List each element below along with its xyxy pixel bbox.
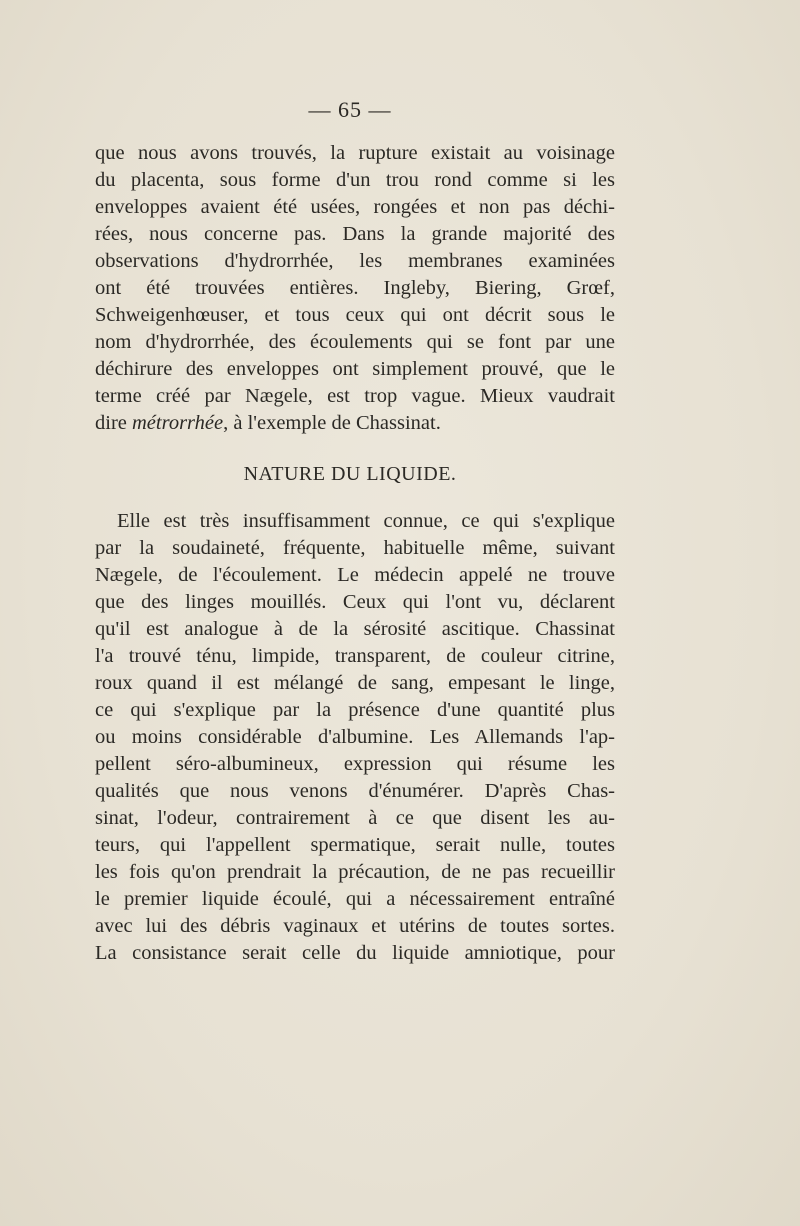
text-line: enveloppes avaient été usées, rongées et non pas déchi-	[95, 196, 615, 218]
text-line: par la soudaineté, fréquente, habituelle même, suivant	[95, 537, 615, 559]
text-fragment: , à l'exemple de Chassinat.	[223, 412, 441, 434]
text-line: avec lui des débris vaginaux et utérins de toutes sortes.	[95, 915, 615, 937]
paragraph-nature	[95, 508, 615, 967]
text-line: Nægele, de l'écoulement. Le médecin appelé ne trouve	[95, 564, 615, 586]
text-line: déchirure des enveloppes ont simplement prouvé, que le	[95, 358, 615, 380]
text-line: rées, nous concerne pas. Dans la grande majorité des	[95, 223, 615, 245]
text-line: qualités que nous venons d'énumérer. D'après Chas-	[95, 780, 615, 802]
text-fragment: dire	[95, 412, 132, 434]
text-line: observations d'hydrorrhée, les membranes examinées	[95, 250, 615, 272]
paragraph-rupture	[95, 140, 615, 437]
text-line: terme créé par Nægele, est trop vague. Mieux vaudrait	[95, 385, 615, 407]
text-line: les fois qu'on prendrait la précaution, de ne pas recueillir	[95, 861, 615, 883]
text-line: que nous avons trouvés, la rupture existait au voisinage	[95, 142, 615, 164]
text-line: ou moins considérable d'albumine. Les Allemands l'ap-	[95, 726, 615, 748]
text-line: nom d'hydrorrhée, des écoulements qui se font par une	[95, 331, 615, 353]
text-line: qu'il est analogue à de la sérosité ascitique. Chassinat	[95, 618, 615, 640]
text-line: l'a trouvé ténu, limpide, transparent, de couleur citrine,	[95, 645, 615, 667]
section-heading: NATURE DU LIQUIDE.	[243, 463, 457, 485]
text-line: que des linges mouillés. Ceux qui l'ont vu, déclarent	[95, 591, 615, 613]
page-number: — 65 —	[308, 97, 392, 122]
text-line: ont été trouvées entières. Ingleby, Biering, Grœf,	[95, 277, 615, 299]
text-line: roux quand il est mélangé de sang, empesant le linge,	[95, 672, 615, 694]
text-line: Elle est très insuffisamment connue, ce qui s'explique	[117, 510, 615, 532]
text-line: Schweigenhœuser, et tous ceux qui ont décrit sous le	[95, 304, 615, 326]
text-line: ce qui s'explique par la présence d'une quantité plus	[95, 699, 615, 721]
text-line: teurs, qui l'appellent spermatique, serait nulle, toutes	[95, 834, 615, 856]
text-line: du placenta, sous forme d'un trou rond comme si les	[95, 169, 615, 191]
text-line-last	[95, 410, 615, 437]
text-line: sinat, l'odeur, contrairement à ce que disent les au-	[95, 807, 615, 829]
text-line: La consistance serait celle du liquide amniotique, pour	[95, 942, 615, 964]
italic-term: métrorrhée	[132, 412, 224, 434]
text-line: le premier liquide écoulé, qui a nécessairement entraîné	[95, 888, 615, 910]
text-line: pellent séro-albumineux, expression qui résume les	[95, 753, 615, 775]
